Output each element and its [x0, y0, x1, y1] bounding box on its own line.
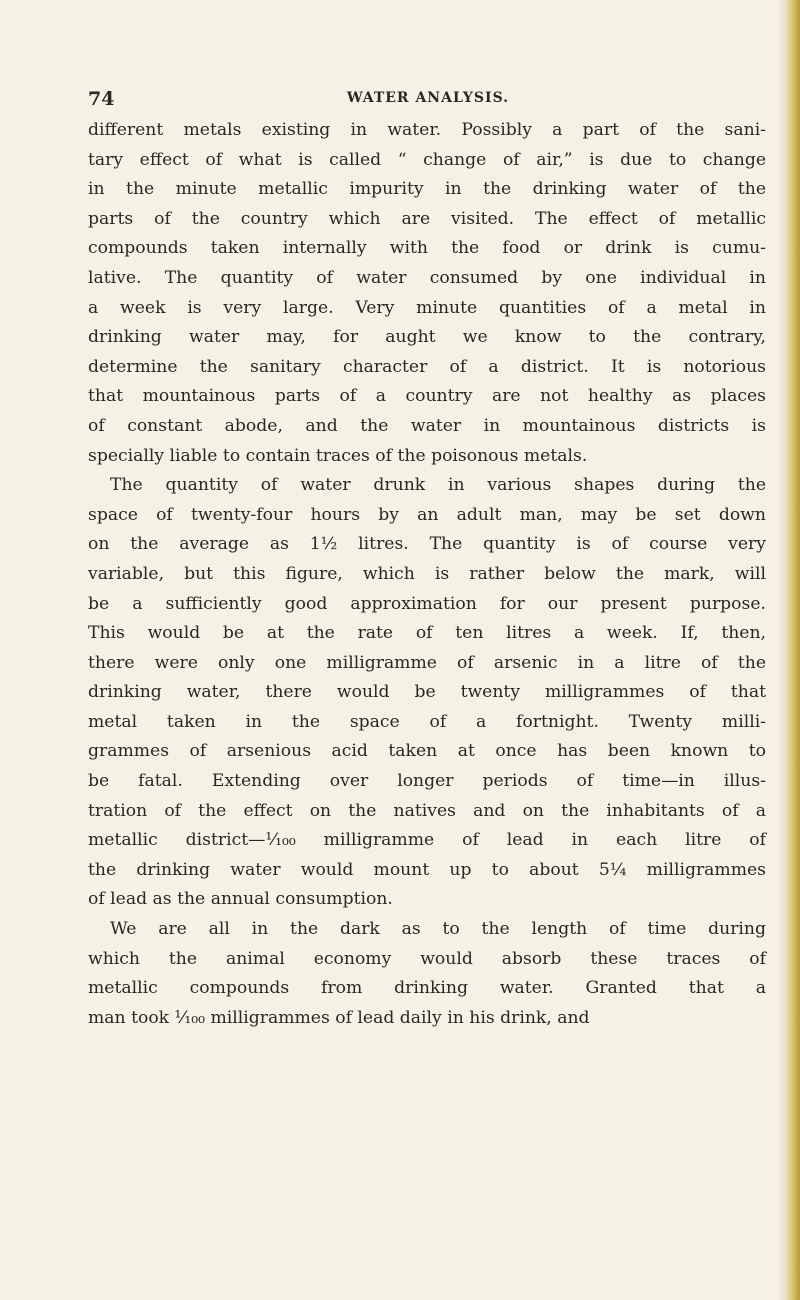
text-line: compounds taken internally with the food or drink is cumu- — [88, 238, 766, 259]
text-line: a week is very large. Very minute quantities of a metal in — [88, 297, 766, 318]
text-line: the drinking water would mount up to about 5¼ milligrammes — [88, 859, 766, 880]
text-line: which the animal economy would absorb these traces of — [88, 948, 766, 969]
text-line: The quantity of water drunk in various shapes during the — [110, 475, 766, 496]
body-text — [88, 116, 766, 1033]
text-line: man took ¹⁄₁₀₀ milligrammes of lead daily in his drink, and — [88, 1007, 590, 1028]
text-line: variable, but this figure, which is rather below the mark, will — [88, 563, 766, 584]
text-line: drinking water may, for aught we know to the contrary, — [88, 327, 766, 348]
text-line: grammes of arsenious acid taken at once has been known to — [88, 741, 766, 762]
text-line: drinking water, there would be twenty milligrammes of that — [88, 682, 766, 703]
text-line: on the average as 1½ litres. The quantity is of course very — [88, 534, 766, 555]
page-number: 74 — [88, 88, 115, 110]
text-line: of constant abode, and the water in mountainous districts is — [88, 415, 766, 436]
running-head — [88, 88, 768, 112]
text-line: determine the sanitary character of a district. It is notorious — [88, 356, 766, 377]
text-line: be fatal. Extending over longer periods of time—in illus- — [88, 771, 766, 792]
text-line: of lead as the annual consumption. — [88, 889, 393, 910]
text-line: different metals existing in water. Possibly a part of the sani- — [88, 120, 766, 140]
text-line: metallic compounds from drinking water. Granted that a — [88, 978, 766, 999]
text-line: tary effect of what is called “ change of air,” is due to change — [88, 149, 766, 170]
text-line: metal taken in the space of a fortnight. Twenty milli- — [88, 711, 766, 732]
text-line: there were only one milligramme of arsenic in a litre of the — [88, 652, 766, 673]
text-line: specially liable to contain traces of the poisonous metals. — [88, 445, 588, 466]
running-title: WATER ANALYSIS. — [346, 90, 510, 106]
text-line: lative. The quantity of water consumed by one individual in — [88, 267, 766, 288]
text-line: tration of the effect on the natives and on the inhabitants of a — [88, 800, 766, 821]
text-line: be a sufficiently good approximation for our present purpose. — [88, 593, 766, 614]
text-line: metallic district—¹⁄₁₀₀ milligramme of lead in each litre of — [88, 830, 766, 851]
text-line: in the minute metallic impurity in the drinking water of the — [88, 179, 766, 200]
page-edge — [784, 0, 800, 1300]
text-line: parts of the country which are visited. The effect of metallic — [88, 208, 766, 229]
text-line: that mountainous parts of a country are not healthy as places — [88, 386, 766, 407]
text-line: This would be at the rate of ten litres a week. If, then, — [88, 623, 766, 644]
text-line: We are all in the dark as to the length of time during — [110, 919, 766, 940]
text-line: space of twenty-four hours by an adult man, may be set down — [88, 504, 766, 525]
